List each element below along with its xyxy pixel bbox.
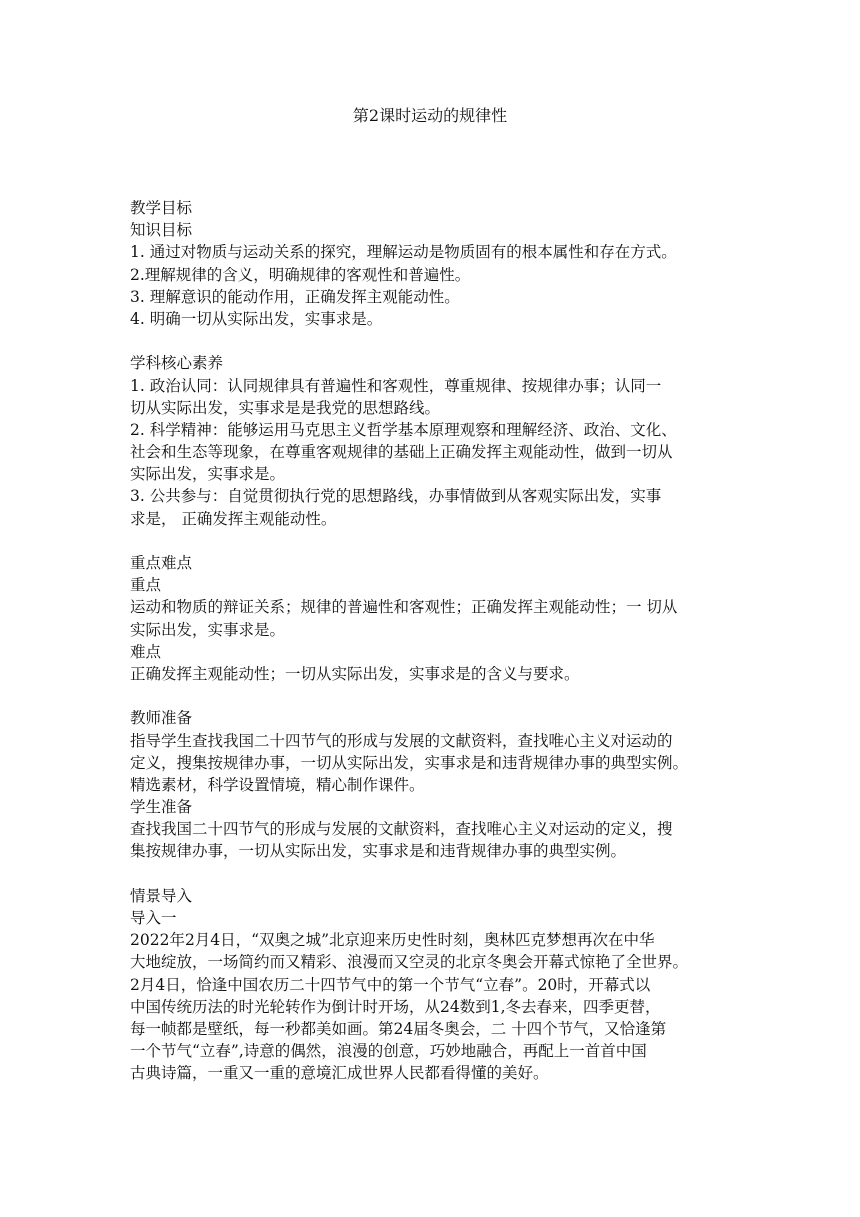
paragraph-line: 3. 理解意识的能动作用，正确发挥主观能动性。 (130, 287, 460, 306)
paragraph-line: 2月4日，恰逢中国农历二十四节气中的第一个节气“立春”。20时，开幕式以 (130, 975, 651, 994)
paragraph-line: 2. 科学精神：能够运用马克思主义哲学基本原理观察和理解经济、政治、文化、 (130, 420, 677, 439)
paragraph-line: 重点 (130, 576, 162, 595)
section-core-literacy (130, 352, 735, 530)
paragraph-line: 集按规律办事，一切从实际出发，实事求是和违背规律办事的典型实例。 (130, 842, 627, 861)
paragraph-line: 正确发挥主观能动性；一切从实际出发，实事求是的含义与要求。 (130, 664, 580, 683)
paragraph-line: 社会和生态等现象，在尊重客观规律的基础上正确发挥主观能动性，做到一切从 (130, 443, 673, 462)
section-scenario-intro (130, 885, 735, 1085)
paragraph-line: 4. 明确一切从实际出发，实事求是。 (130, 309, 383, 328)
paragraph-line: 切从实际出发，实事求是是我党的思想路线。 (130, 398, 441, 417)
paragraph-line: 1. 政治认同：认同规律具有普遍性和客观性，尊重规律、按规律办事；认同一 (130, 376, 662, 395)
section-heading: 教学目标 (130, 199, 193, 217)
paragraph-line: 查找我国二十四节气的形成与发展的文献资料，查找唯心主义对运动的定义，搜 (130, 820, 673, 839)
section-heading: 教师准备 (130, 709, 193, 728)
section-teaching-goals (130, 197, 735, 330)
paragraph-line: 3. 公共参与：自觉贯彻执行党的思想路线，办事情做到从客观实际出发，实事 (130, 487, 662, 506)
paragraph-line: 一个节气“立春”,诗意的偶然，浪漫的创意，巧妙地融合，再配上一首首中国 (130, 1042, 647, 1061)
spacer (130, 330, 735, 352)
paragraph-line: 2.理解规律的含义，明确规律的客观性和普遍性。 (130, 265, 471, 284)
paragraph-line: 1. 通过对物质与运动关系的探究，理解运动是物质固有的根本属性和存在方式。 (130, 243, 677, 262)
page-title: 第2课时运动的规律性 (352, 106, 508, 125)
section-heading: 重点难点 (130, 554, 193, 572)
section-teacher-prep (130, 707, 735, 862)
paragraph-line: 知识目标 (130, 221, 193, 240)
paragraph-line: 导入一 (130, 909, 177, 927)
spacer (130, 863, 735, 885)
paragraph-line: 难点 (130, 642, 162, 661)
paragraph-line: 大地绽放，一场简约而又精彩、浪漫而又空灵的北京冬奥会开幕式惊艳了全世界。 (130, 953, 689, 972)
document-body (130, 197, 735, 1085)
paragraph-line: 精选素材，科学设置情境，精心制作课件。 (130, 775, 425, 794)
paragraph-line: 运动和物质的辩证关系；规律的普遍性和客观性；正确发挥主观能动性；一 切从 (130, 598, 678, 617)
spacer (130, 685, 735, 707)
paragraph-line: 定义，搜集按规律办事，一切从实际出发，实事求是和违背规律办事的典型实例。 (130, 753, 689, 772)
paragraph-line: 古典诗篇，一重又一重的意境汇成世界人民都看得懂的美好。 (130, 1064, 549, 1083)
section-key-points (130, 552, 735, 685)
paragraph-line: 中国传统历法的时光轮转作为倒计时开场，从24数到1,冬去春来，四季更替， (130, 997, 661, 1016)
spacer (130, 530, 735, 552)
paragraph-line: 实际出发，实事求是。 (130, 620, 286, 639)
paragraph-line: 学生准备 (130, 798, 193, 817)
paragraph-line: 求是， 正确发挥主观能动性。 (130, 509, 337, 528)
section-heading: 学科核心素养 (130, 354, 224, 373)
section-heading: 情景导入 (130, 886, 193, 905)
paragraph-line: 实际出发，实事求是。 (130, 465, 286, 484)
paragraph-line: 每一帧都是壁纸，每一秒都美如画。第24届冬奥会，二 十四个节气，又恰逢第 (130, 1019, 667, 1038)
paragraph-line: 2022年2月4日，“双奥之城”北京迎来历史性时刻，奥林匹克梦想再次在中华 (130, 931, 655, 950)
paragraph-line: 指导学生查找我国二十四节气的形成与发展的文献资料，查找唯心主义对运动的 (130, 731, 673, 750)
